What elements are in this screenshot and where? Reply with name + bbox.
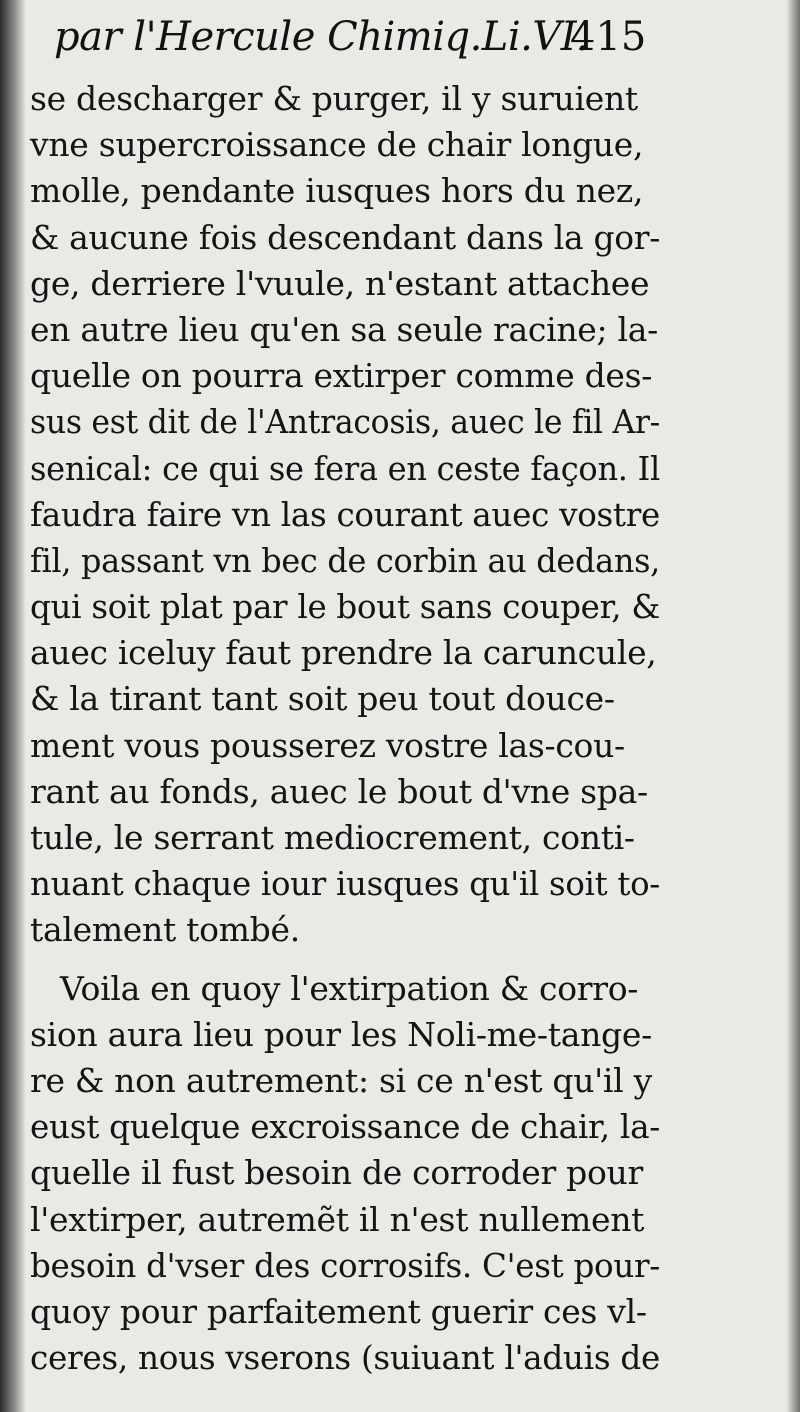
text-line: nuant chaque iour iusques qu'il soit to- xyxy=(30,864,660,904)
body-text xyxy=(30,76,660,1381)
text-line: ceres, nous vserons (suiuant l'aduis de xyxy=(30,1338,661,1378)
text-line: quelle on pourra extirper comme des- xyxy=(30,356,653,396)
text-line: rant au fonds, auec le bout d'vne spa- xyxy=(30,771,648,811)
text-line: quoy pour parfaitement guerir ces vl- xyxy=(30,1291,647,1331)
text-line: auec iceluy faut prendre la caruncule, xyxy=(30,633,657,673)
paragraph-gap xyxy=(30,954,660,966)
text-line: ge, derriere l'vuule, n'estant attachee xyxy=(30,263,650,303)
text-line: qui soit plat par le bout sans couper, & xyxy=(30,587,660,627)
text-line: l'extirper, autremẽt il n'est nullement xyxy=(30,1199,645,1239)
text-line: quelle il fust besoin de corroder pour xyxy=(30,1153,643,1193)
text-line: vne supercroissance de chair longue, xyxy=(30,125,644,165)
text-line: senical: ce qui se fera en ceste façon. Il xyxy=(30,448,660,488)
text-line: talement tombé. xyxy=(30,910,300,950)
text-line: besoin d'vser des corrosifs. C'est pour- xyxy=(30,1245,661,1285)
text-line: ment vous pousserez vostre las-cou- xyxy=(30,725,625,765)
text-line: tule, le serrant mediocrement, conti- xyxy=(30,818,635,857)
page-number: 415 xyxy=(570,14,647,60)
text-line: faudra faire vn las courant auec vostre xyxy=(30,494,660,534)
text-line: eust quelque excroissance de chair, la- xyxy=(30,1107,661,1147)
running-head: par l'Hercule Chimiq.Li.VI. xyxy=(54,14,589,60)
text-line: & la tirant tant soit peu tout douce- xyxy=(30,679,615,719)
text-line: fil, passant vn bec de corbin au dedans, xyxy=(30,540,661,580)
text-line: en autre lieu qu'en sa seule racine; la- xyxy=(30,309,659,349)
text-line: molle, pendante iusques hors du nez, xyxy=(30,171,644,211)
page-edge xyxy=(786,0,800,1412)
text-line: Voila en quoy l'extirpation & corro- xyxy=(60,968,639,1008)
text-line: sion aura lieu pour les Noli-me-tange- xyxy=(30,1014,652,1054)
gutter-shadow xyxy=(0,0,26,1412)
page-header xyxy=(46,10,646,70)
text-line: & aucune fois descendant dans la gor- xyxy=(30,217,661,257)
paragraph-2 xyxy=(30,966,660,1382)
text-line: se descharger & purger, il y suruient xyxy=(30,79,638,118)
paragraph-1 xyxy=(30,76,660,954)
text-line: re & non autrement: si ce n'est qu'il y xyxy=(30,1060,652,1100)
text-line: sus est dit de l'Antracosis, auec le fil Ar- xyxy=(30,402,661,442)
